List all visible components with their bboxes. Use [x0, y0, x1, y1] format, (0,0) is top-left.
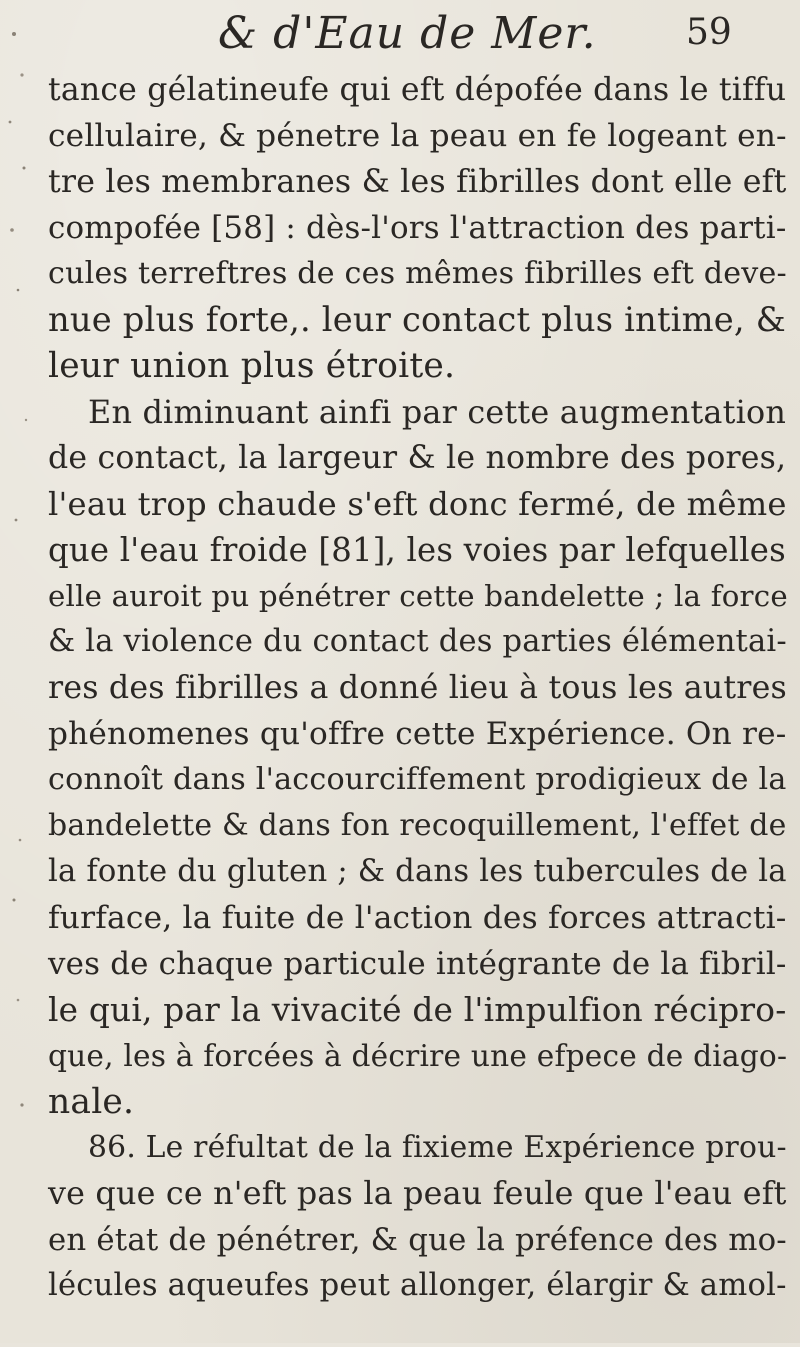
- text-line: leur union plus étroite.: [48, 346, 456, 386]
- text-line: que l'eau froide [81], les voies par lefquelles: [48, 531, 786, 569]
- text-line: furface, la fuite de l'action des forces attracti-: [48, 900, 787, 936]
- text-line: l'eau trop chaude s'eft donc fermé, de même: [48, 485, 787, 523]
- text-line: compofée [58] : dès-l'ors l'attraction des parti-: [48, 210, 787, 246]
- text-line: elle auroit pu pénétrer cette bandelette ; la force: [48, 579, 788, 613]
- text-line: le qui, par la vivacité de l'impulfion récipro-: [48, 991, 787, 1029]
- text-line: nale.: [48, 1082, 135, 1122]
- text-line: tance gélatineufe qui eft dépofée dans le tiffu: [48, 72, 787, 108]
- page-number: 59: [686, 12, 732, 53]
- text-line: res des fibrilles a donné lieu à tous les autres: [48, 670, 787, 706]
- text-line: cellulaire, & pénetre la peau en fe logeant en-: [48, 118, 787, 154]
- running-title: & d'Eau de Mer.: [218, 8, 597, 59]
- text-line: ves de chaque particule intégrante de la fibril-: [48, 946, 787, 982]
- text-line: ve que ce n'eft pas la peau feule que l'eau eft: [48, 1176, 787, 1212]
- text-line: bandelette & dans fon recoquillement, l'effet de: [48, 808, 787, 843]
- paragraph-start-line: 86. Le réfultat de la fixieme Expérience prou-: [88, 1130, 787, 1165]
- text-line: nue plus forte,. leur contact plus intime, &: [48, 300, 786, 339]
- text-line: tre les membranes & les fibrilles dont elle eft: [48, 164, 787, 200]
- text-line: en état de pénétrer, & que la préfence des mo-: [48, 1222, 787, 1258]
- text-line: cules terreftres de ces mêmes fibrilles eft deve-: [48, 256, 787, 291]
- text-line: de contact, la largeur & le nombre des pores,: [48, 440, 787, 476]
- paragraph-start-line: En diminuant ainfi par cette augmentation: [88, 393, 787, 431]
- text-line: la fonte du gluten ; & dans les tubercules de la: [48, 854, 787, 889]
- text-line: connoît dans l'accourciffement prodigieux de la: [48, 762, 787, 797]
- text-line: phénomenes qu'offre cette Expérience. On re-: [48, 716, 787, 752]
- text-line: que, les à forcées à décrire une efpece de diago-: [48, 1039, 788, 1073]
- text-line: lécules aqueufes peut allonger, élargir & amol-: [48, 1268, 787, 1303]
- text-line: & la violence du contact des parties élémentai-: [48, 624, 787, 659]
